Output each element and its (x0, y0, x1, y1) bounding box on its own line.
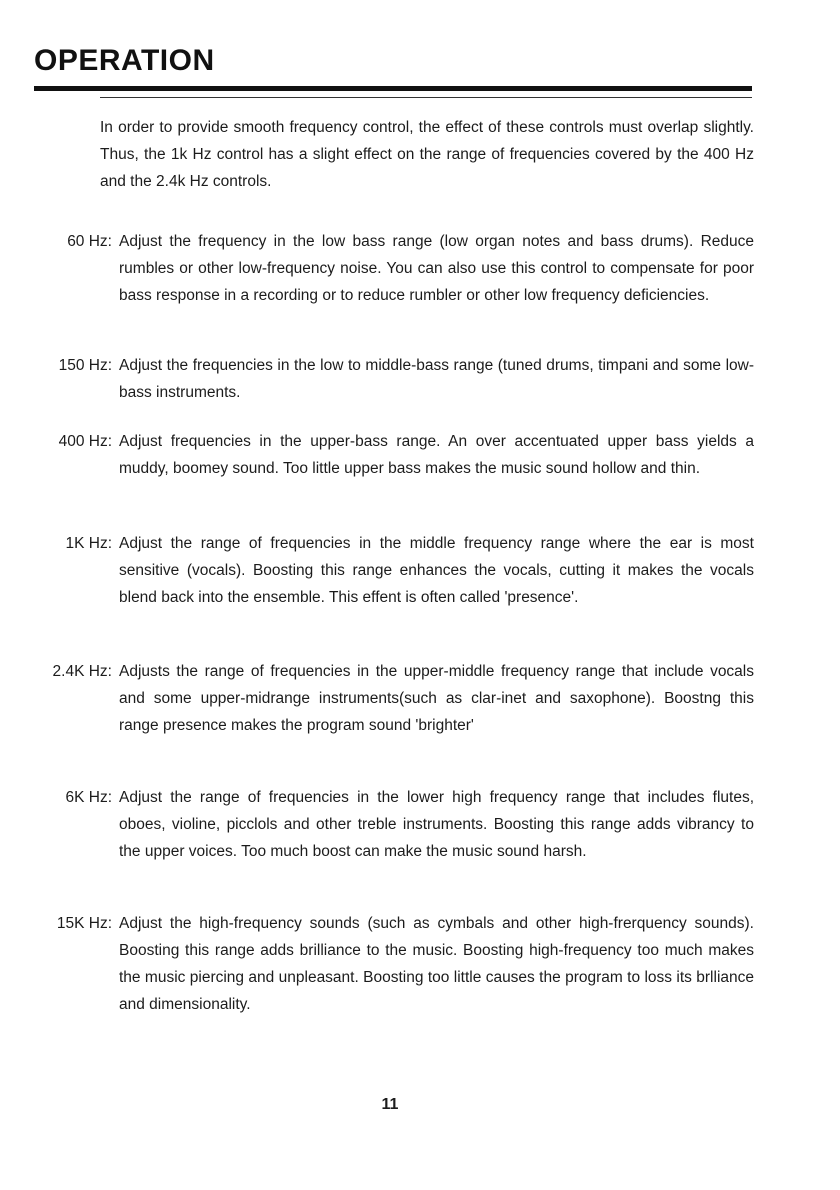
page-number: 11 (381, 1096, 399, 1113)
entry-description: Adjust the frequency in the low bass range (low organ notes and bass drums). Reduce rumbles or other low-frequency noise. You can also use this control to compensate for poor bass response in a recording or to reduce rumbler or other low frequency deficiencies. (119, 233, 754, 304)
title-rule-thick (34, 86, 752, 91)
entry-label: 6K Hz: (65, 789, 112, 806)
entry-label: 2.4K Hz: (52, 663, 112, 680)
page-title: OPERATION (34, 44, 215, 77)
entry-description: Adjust the frequencies in the low to middle-bass range (tuned drums, timpani and some low-bass instruments. (119, 357, 754, 401)
intro-paragraph: In order to provide smooth frequency control, the effect of these controls must overlap slightly. Thus, the 1k Hz control has a slight effect on the range of frequencies covered by the 400 Hz and the 2.4k Hz controls. (100, 119, 754, 190)
entry-label: 400 Hz: (58, 433, 112, 450)
entry-description: Adjust the range of frequencies in the middle frequency range where the ear is most sensitive (vocals). Boosting this range enhances the vocals, cutting it makes the vocals blend back into the ensemble. This effent is often called 'presence'. (119, 535, 754, 606)
entry-label: 15K Hz: (56, 915, 112, 932)
entry-label: 60 Hz: (67, 233, 112, 250)
entry-description: Adjust the high-frequency sounds (such as cymbals and other high-frerquency sounds). Boosting this range adds brilliance to the music. Boosting high-frequency too much makes the music piercing and unpleasant. Boosting too little causes the program to loss its brlliance and dimensionality. (119, 915, 754, 1013)
entry-description: Adjust frequencies in the upper-bass range. An over accentuated upper bass yields a muddy, boomey sound. Too little upper bass makes the music sound hollow and thin. (119, 433, 754, 477)
entry-label: 1K Hz: (65, 535, 112, 552)
entry-description: Adjust the range of frequencies in the lower high frequency range that includes flutes, oboes, violine, picclols and other treble instruments. Boosting this range adds vibrancy to the upper voices. Too much boost can make the music sound harsh. (119, 789, 754, 860)
title-rule-thin (100, 97, 752, 98)
entry-description: Adjusts the range of frequencies in the upper-middle frequency range that include vocals and some upper-midrange instruments(such as clar-inet and saxophone). Boostng this range presence makes the program sound 'brighter' (119, 663, 754, 734)
entry-label: 150 Hz: (58, 357, 112, 374)
